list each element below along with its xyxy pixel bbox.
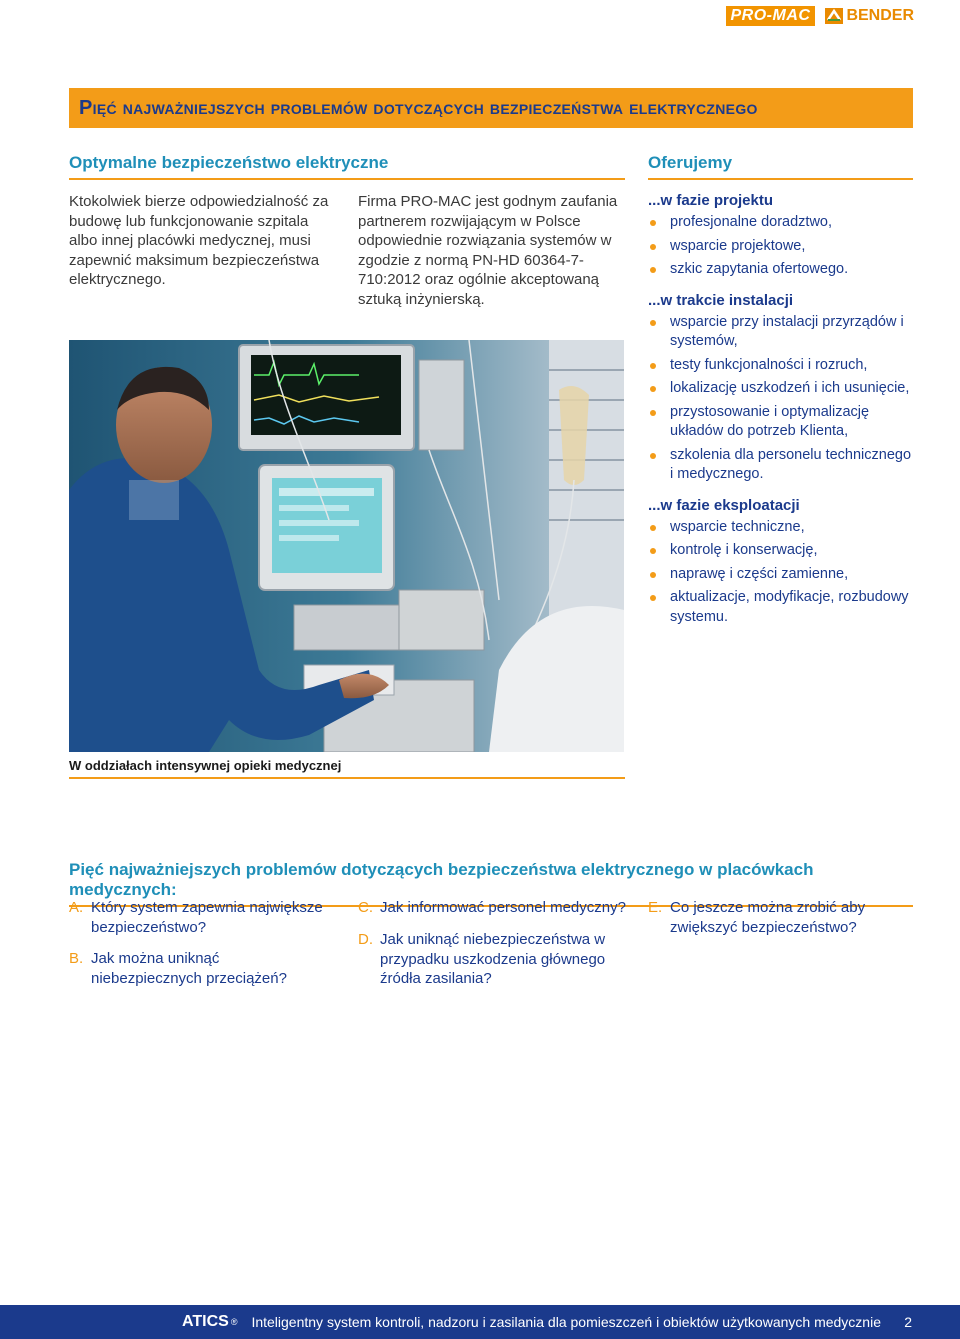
offer-item: profesjonalne doradztwo,	[648, 213, 913, 233]
offer-group-list	[648, 213, 913, 280]
problem-letter: D.	[358, 931, 373, 948]
offer-item: testy funkcjonalności i rozruch,	[648, 356, 913, 376]
header-logos	[726, 6, 915, 26]
problem-letter: C.	[358, 899, 373, 916]
photo-caption: W oddziałach intensywnej opieki medycznej	[69, 758, 625, 779]
problem-text: Co jeszcze można zrobić aby zwiększyć bezpieczeństwo?	[670, 899, 866, 936]
offer-heading: Oferujemy	[648, 153, 913, 180]
problem-item-e	[648, 898, 913, 937]
promac-logo: PRO-MAC	[726, 6, 816, 26]
page-number: 2	[904, 1314, 912, 1330]
offer-group-title: ...w fazie projektu	[648, 192, 774, 209]
problem-item-b	[69, 949, 329, 988]
problem-letter: B.	[69, 950, 84, 967]
problem-item-d	[358, 930, 628, 989]
offer-item: lokalizację uszkodzeń i ich usunięcie,	[648, 379, 913, 399]
offer-group-list	[648, 518, 913, 628]
page-title-bar	[69, 88, 913, 128]
bender-logo-text: BENDER	[846, 7, 914, 24]
offer-group-title: ...w trakcie instalacji	[648, 291, 794, 309]
offer-item: aktualizacje, modyfikacje, rozbudowy systemu.	[648, 588, 913, 627]
page-footer	[0, 1305, 960, 1339]
offer-item: naprawę i części zamienne,	[648, 565, 913, 585]
problem-letter: A.	[69, 899, 84, 916]
offer-group-title: ...w fazie eksploatacji	[648, 496, 800, 514]
page-title: Pięć najważniejszych problemów dotyczących bezpieczeństwa elektrycznego	[79, 96, 758, 119]
intro-paragraph-2: Firma PRO-MAC jest godnym zaufania partnerem rozwijającym w Polsce odpowiednie rozwiązania systemów w zgodzie z normą PN-HD 60364-7-710:2012 oraz ogólnie akceptowaną sztuką inżynierską.	[358, 193, 618, 308]
offer-item: przystosowanie i optymalizację układów do potrzeb Klienta,	[648, 403, 913, 442]
problems-heading: Pięć najważniejszych problemów dotyczących bezpieczeństwa elektrycznego w placówkach medycznych:	[69, 860, 913, 907]
left-section-heading: Optymalne bezpieczeństwo elektryczne	[69, 153, 625, 180]
footer-registered-mark: ®	[230, 1317, 238, 1327]
footer-text: Inteligentny system kontroli, nadzoru i zasilania dla pomieszczeń i obiektów użytkowanych medycznie	[251, 1314, 881, 1330]
problem-text: Jak uniknąć niebezpieczeństwa w przypadku uszkodzenia głównego źródła zasilania?	[380, 931, 606, 987]
offer-list	[648, 192, 913, 639]
problem-text: Jak informować personel medyczny?	[380, 899, 626, 916]
offer-item: szkolenia dla personelu technicznego i medycznego.	[648, 446, 913, 485]
problem-item-a	[69, 898, 329, 937]
problem-letter: E.	[648, 899, 663, 916]
footer-brand: ATICS	[182, 1313, 229, 1330]
offer-group-list	[648, 313, 913, 485]
problem-text: Jak można uniknąć niebezpiecznych przeciążeń?	[91, 950, 287, 987]
icu-photo-illustration	[69, 340, 624, 752]
offer-item: wsparcie przy instalacji przyrządów i systemów,	[648, 313, 913, 352]
bender-logo-icon	[825, 8, 843, 24]
problem-text: Który system zapewnia największe bezpieczeństwo?	[91, 899, 323, 936]
icu-photo	[69, 340, 624, 752]
offer-item: szkic zapytania ofertowego.	[648, 260, 913, 280]
offer-item: wsparcie projektowe,	[648, 237, 913, 257]
offer-item: kontrolę i konserwację,	[648, 541, 913, 561]
bender-logo	[825, 7, 914, 25]
offer-item: wsparcie techniczne,	[648, 518, 913, 538]
intro-paragraph-1: Ktokolwiek bierze odpowiedzialność za budowę lub funkcjonowanie szpitala albo innej placówki medycznej, musi zapewnić maksimum bezpieczeństwa elektrycznego.	[69, 193, 329, 288]
problem-item-c	[358, 898, 628, 918]
